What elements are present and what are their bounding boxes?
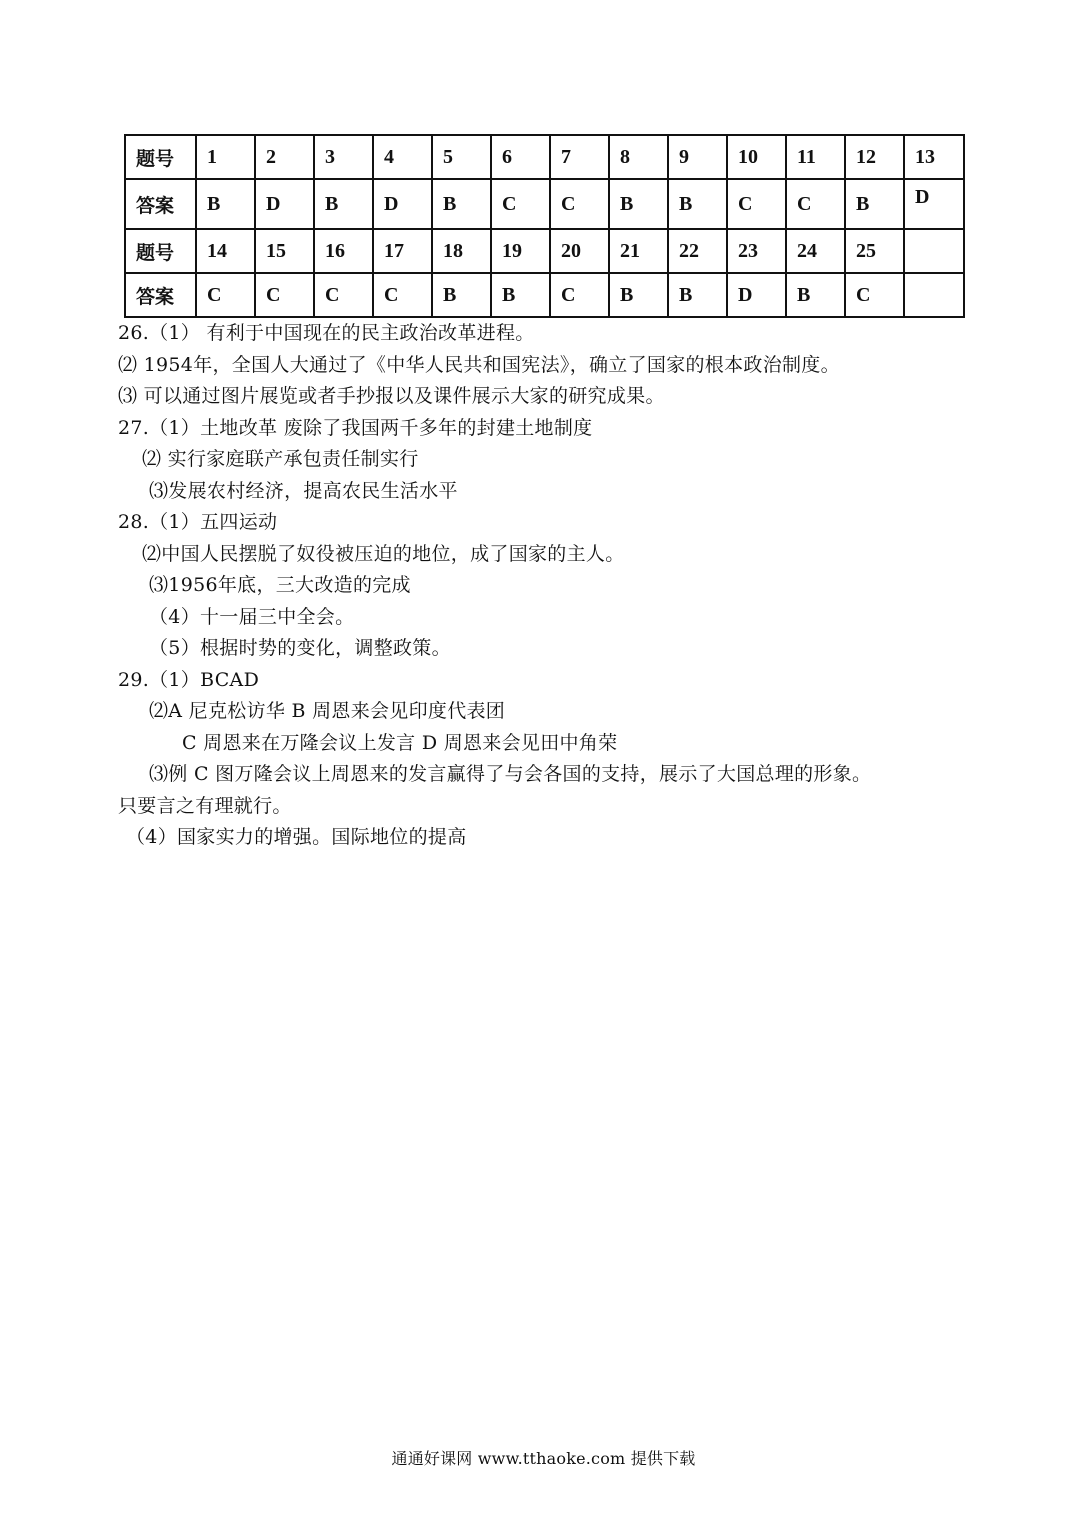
table-cell: 23 [727, 229, 786, 273]
table-cell: 11 [786, 135, 845, 179]
table-cell: B [609, 273, 668, 317]
row-label: 答案 [125, 273, 196, 317]
answer-line: （4）十一届三中全会。 [149, 605, 355, 628]
table-cell: B [668, 273, 727, 317]
table-cell: C [373, 273, 432, 317]
answer-line: ⑶发展农村经济，提高农民生活水平 [149, 479, 458, 502]
answer-key-table [124, 134, 965, 318]
table-cell: D [727, 273, 786, 317]
answer-line: ⑵中国人民摆脱了奴役被压迫的地位，成了国家的主人。 [142, 542, 625, 565]
table-cell: 20 [550, 229, 609, 273]
table-cell: 3 [314, 135, 373, 179]
table-cell: 6 [491, 135, 550, 179]
answer-line: 29.（1）BCAD [118, 668, 260, 691]
answer-q28 [118, 507, 998, 665]
answer-line: 26.（1） 有利于中国现在的民主政治改革进程。 [118, 322, 535, 344]
table-cell: 13 [904, 135, 964, 179]
table-cell: B [491, 273, 550, 317]
row-label: 题号 [125, 229, 196, 273]
table-cell: C [491, 179, 550, 229]
answer-line: ⑵ 1954年，全国人大通过了《中华人民共和国宪法》，确立了国家的根本政治制度。 [118, 353, 840, 376]
table-cell: C [727, 179, 786, 229]
table-cell: C [255, 273, 314, 317]
answer-line: 28.（1）五四运动 [118, 511, 278, 533]
table-cell: C [196, 273, 255, 317]
table-cell [904, 273, 964, 317]
answer-line: ⑶ 可以通过图片展览或者手抄报以及课件展示大家的研究成果。 [118, 385, 665, 407]
table-cell: 21 [609, 229, 668, 273]
table-cell: C [845, 273, 904, 317]
answer-line: ⑶例 C 图万隆会议上周恩来的发言赢得了与会各国的支持，展示了大国总理的形象。 [149, 763, 872, 785]
table-cell: 4 [373, 135, 432, 179]
table-cell: D [373, 179, 432, 229]
answer-line: 27.（1）土地改革 废除了我国两千多年的封建土地制度 [118, 416, 593, 439]
table-cell: 25 [845, 229, 904, 273]
answer-q29 [118, 665, 998, 854]
table-cell: D [904, 179, 964, 229]
answer-line: 只要言之有理就行。 [118, 794, 292, 817]
table-cell: 7 [550, 135, 609, 179]
table-cell: C [786, 179, 845, 229]
table-cell [904, 229, 964, 273]
table-cell: 2 [255, 135, 314, 179]
table-row-question-numbers-2 [125, 229, 964, 273]
table-cell: 12 [845, 135, 904, 179]
answer-line: （5）根据时势的变化，调整政策。 [149, 637, 451, 659]
table-cell: B [432, 179, 491, 229]
table-cell: 19 [491, 229, 550, 273]
table-cell: 18 [432, 229, 491, 273]
answer-line: ⑶1956年底，三大改造的完成 [149, 574, 411, 596]
table-cell: 22 [668, 229, 727, 273]
table-cell: B [609, 179, 668, 229]
table-cell: C [550, 179, 609, 229]
table-cell: 1 [196, 135, 255, 179]
table-row-question-numbers-1 [125, 135, 964, 179]
answer-line: ⑵A 尼克松访华 B 周恩来会见印度代表团 [149, 700, 506, 722]
answer-line: ⑵ 实行家庭联产承包责任制实行 [142, 448, 419, 470]
table-cell: B [432, 273, 491, 317]
row-label: 答案 [125, 179, 196, 229]
table-cell: 10 [727, 135, 786, 179]
table-cell: B [314, 179, 373, 229]
table-cell: 14 [196, 229, 255, 273]
table-cell: 9 [668, 135, 727, 179]
table-row-answers-2 [125, 273, 964, 317]
table-cell: 16 [314, 229, 373, 273]
table-cell: 5 [432, 135, 491, 179]
table-cell: 24 [786, 229, 845, 273]
answer-explanations [118, 318, 998, 854]
table-cell: D [255, 179, 314, 229]
table-cell: B [668, 179, 727, 229]
answer-q26 [118, 318, 998, 413]
table-cell: C [314, 273, 373, 317]
table-cell: B [196, 179, 255, 229]
answer-line: （4）国家实力的增强。国际地位的提高 [126, 826, 467, 848]
table-cell: C [550, 273, 609, 317]
table-row-answers-1 [125, 179, 964, 229]
table-cell: 17 [373, 229, 432, 273]
table-cell: 8 [609, 135, 668, 179]
table-cell: B [786, 273, 845, 317]
answer-q27 [118, 413, 998, 508]
page-footer: 通通好课网 www.tthaoke.com 提供下载 [391, 1449, 696, 1468]
table-cell: B [845, 179, 904, 229]
table-cell: 15 [255, 229, 314, 273]
answer-line: C 周恩来在万隆会议上发言 D 周恩来会见田中角荣 [182, 731, 618, 754]
row-label: 题号 [125, 135, 196, 179]
